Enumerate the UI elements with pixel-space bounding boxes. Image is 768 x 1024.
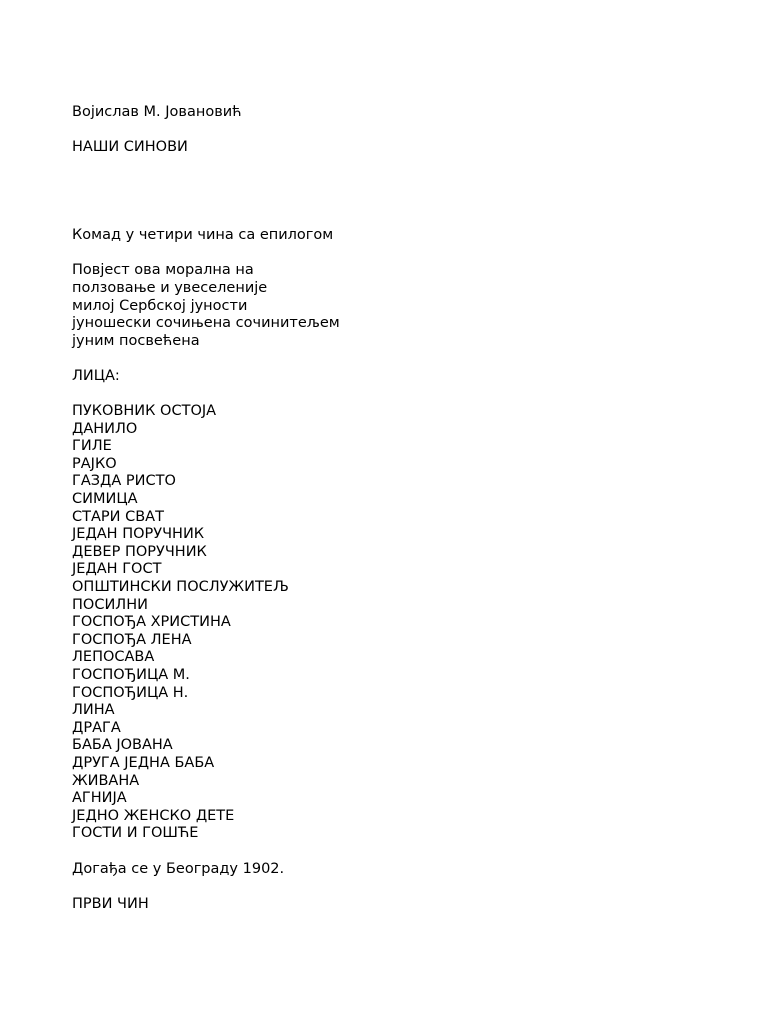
cast-member: ДЕВЕР ПОРУЧНИК <box>72 543 207 560</box>
spacer <box>72 386 692 404</box>
cast-heading: ЛИЦА: <box>72 367 120 384</box>
dedication-line: ползовање и увеселеније <box>72 279 268 296</box>
cast-member: ГОСПОЂИЦА Н. <box>72 684 189 701</box>
cast-member: ЈЕДНО ЖЕНСКО ДЕТЕ <box>72 807 235 824</box>
spacer <box>72 245 692 263</box>
cast-member: ПУКОВНИК ОСТОЈА <box>72 403 217 420</box>
cast-member: ЖИВАНА <box>72 772 140 789</box>
cast-member: ДАНИЛО <box>72 420 138 437</box>
cast-member: РАЈКО <box>72 455 117 472</box>
dedication-line: јуношески сочињена сочинитељем <box>72 315 340 332</box>
spacer <box>72 843 692 861</box>
document-page <box>72 104 692 913</box>
cast-member: БАБА ЈОВАНА <box>72 737 173 754</box>
dedication-block <box>72 262 692 350</box>
dedication-line: Повјест ова морална на <box>72 262 254 279</box>
cast-member: ГАЗДА РИСТО <box>72 473 176 490</box>
cast-member: ЈЕДАН ГОСТ <box>72 561 162 578</box>
cast-member: ЛИНА <box>72 702 115 719</box>
play-title: НАШИ СИНОВИ <box>72 139 188 156</box>
cast-member: ГОСПОЂИЦА М. <box>72 667 190 684</box>
cast-member: ПОСИЛНИ <box>72 596 148 613</box>
cast-member: АГНИЈА <box>72 790 127 807</box>
spacer <box>72 878 692 896</box>
spacer <box>72 350 692 368</box>
cast-list <box>72 403 692 843</box>
cast-member: ДРУГА ЈЕДНА БАБА <box>72 754 215 771</box>
cast-member: ЈЕДАН ПОРУЧНИК <box>72 526 205 543</box>
cast-member: ЛЕПОСАВА <box>72 649 155 666</box>
dedication-line: јуним посвећена <box>72 332 200 349</box>
setting-line: Догађа се у Београду 1902. <box>72 860 285 877</box>
spacer <box>72 157 692 210</box>
cast-member: ГОСТИ И ГОШЋЕ <box>72 825 199 842</box>
author-name: Војислав М. Јовановић <box>72 104 242 120</box>
cast-member: ГОСПОЂА ЛЕНА <box>72 631 192 648</box>
cast-member: СИМИЦА <box>72 491 138 508</box>
cast-member: СТАРИ СВАТ <box>72 508 164 525</box>
act-heading: ПРВИ ЧИН <box>72 895 149 912</box>
cast-member: ГИЛЕ <box>72 438 112 455</box>
dedication-line: милој Сербској јуности <box>72 297 248 314</box>
cast-member: ГОСПОЂА ХРИСТИНА <box>72 614 231 631</box>
spacer <box>72 210 692 228</box>
cast-member: ДРАГА <box>72 719 121 736</box>
cast-member: ОПШТИНСКИ ПОСЛУЖИТЕЉ <box>72 579 289 596</box>
spacer <box>72 122 692 140</box>
play-subtitle: Комад у четири чина са епилогом <box>72 227 334 244</box>
